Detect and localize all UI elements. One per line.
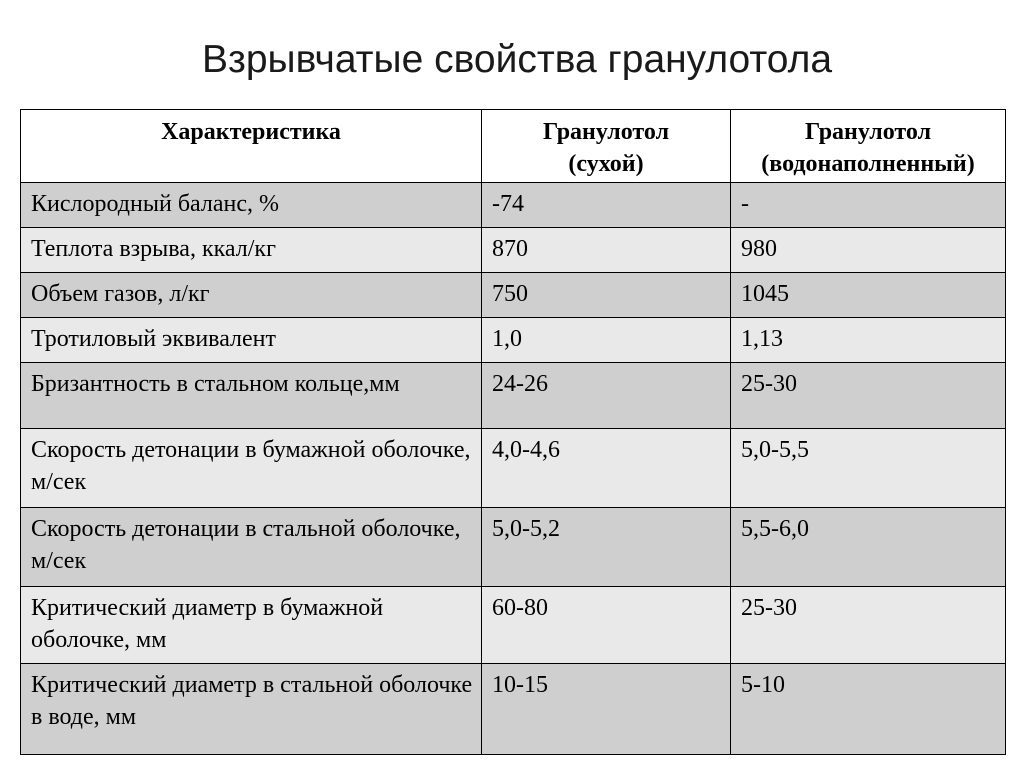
properties-table [20,109,1006,755]
header-dry [482,110,731,183]
table-row [21,273,1006,318]
row-dry-value: -74 [482,183,731,228]
row-water-value: 25-30 [731,363,1006,429]
row-dry-value: 4,0-4,6 [482,429,731,508]
table-row [21,508,1006,587]
row-dry-value: 60-80 [482,587,731,664]
row-label: Критический диаметр в бумажной оболочке, мм [21,587,482,664]
row-water-value: 1045 [731,273,1006,318]
table-row [21,183,1006,228]
table-row [21,363,1006,429]
row-label: Объем газов, л/кг [21,273,482,318]
table-row [21,664,1006,755]
row-water-value: 5-10 [731,664,1006,755]
header-dry-line2: (сухой) [568,151,644,177]
row-label: Критический диаметр в стальной оболочке в воде, мм [21,664,482,755]
header-water-line1: Гранулотол [804,119,932,145]
row-label: Кислородный баланс, % [21,183,482,228]
table-header-row [21,110,1006,183]
header-water-line2: (водонаполненный) [761,151,975,177]
table-row [21,228,1006,273]
row-water-value: 5,5-6,0 [731,508,1006,587]
slide-title: Взрывчатые свойства гранулотола [201,38,833,81]
header-characteristic [21,110,482,183]
row-water-value: - [731,183,1006,228]
row-dry-value: 5,0-5,2 [482,508,731,587]
row-water-value: 980 [731,228,1006,273]
row-water-value: 25-30 [731,587,1006,664]
row-dry-value: 870 [482,228,731,273]
row-label: Тротиловый эквивалент [21,318,482,363]
table-row [21,429,1006,508]
row-label: Скорость детонации в стальной оболочке, м/сек [21,508,482,587]
row-dry-value: 750 [482,273,731,318]
table-row [21,587,1006,664]
row-label: Скорость детонации в бумажной оболочке, м/сек [21,429,482,508]
header-dry-line1: Гранулотол [542,119,670,145]
row-dry-value: 1,0 [482,318,731,363]
row-label: Бризантность в стальном кольце,мм [21,363,482,429]
row-dry-value: 10-15 [482,664,731,755]
row-dry-value: 24-26 [482,363,731,429]
table-row [21,318,1006,363]
header-characteristic-text: Характеристика [161,119,341,145]
header-water-filled [731,110,1006,183]
row-water-value: 5,0-5,5 [731,429,1006,508]
row-water-value: 1,13 [731,318,1006,363]
row-label: Теплота взрыва, ккал/кг [21,228,482,273]
